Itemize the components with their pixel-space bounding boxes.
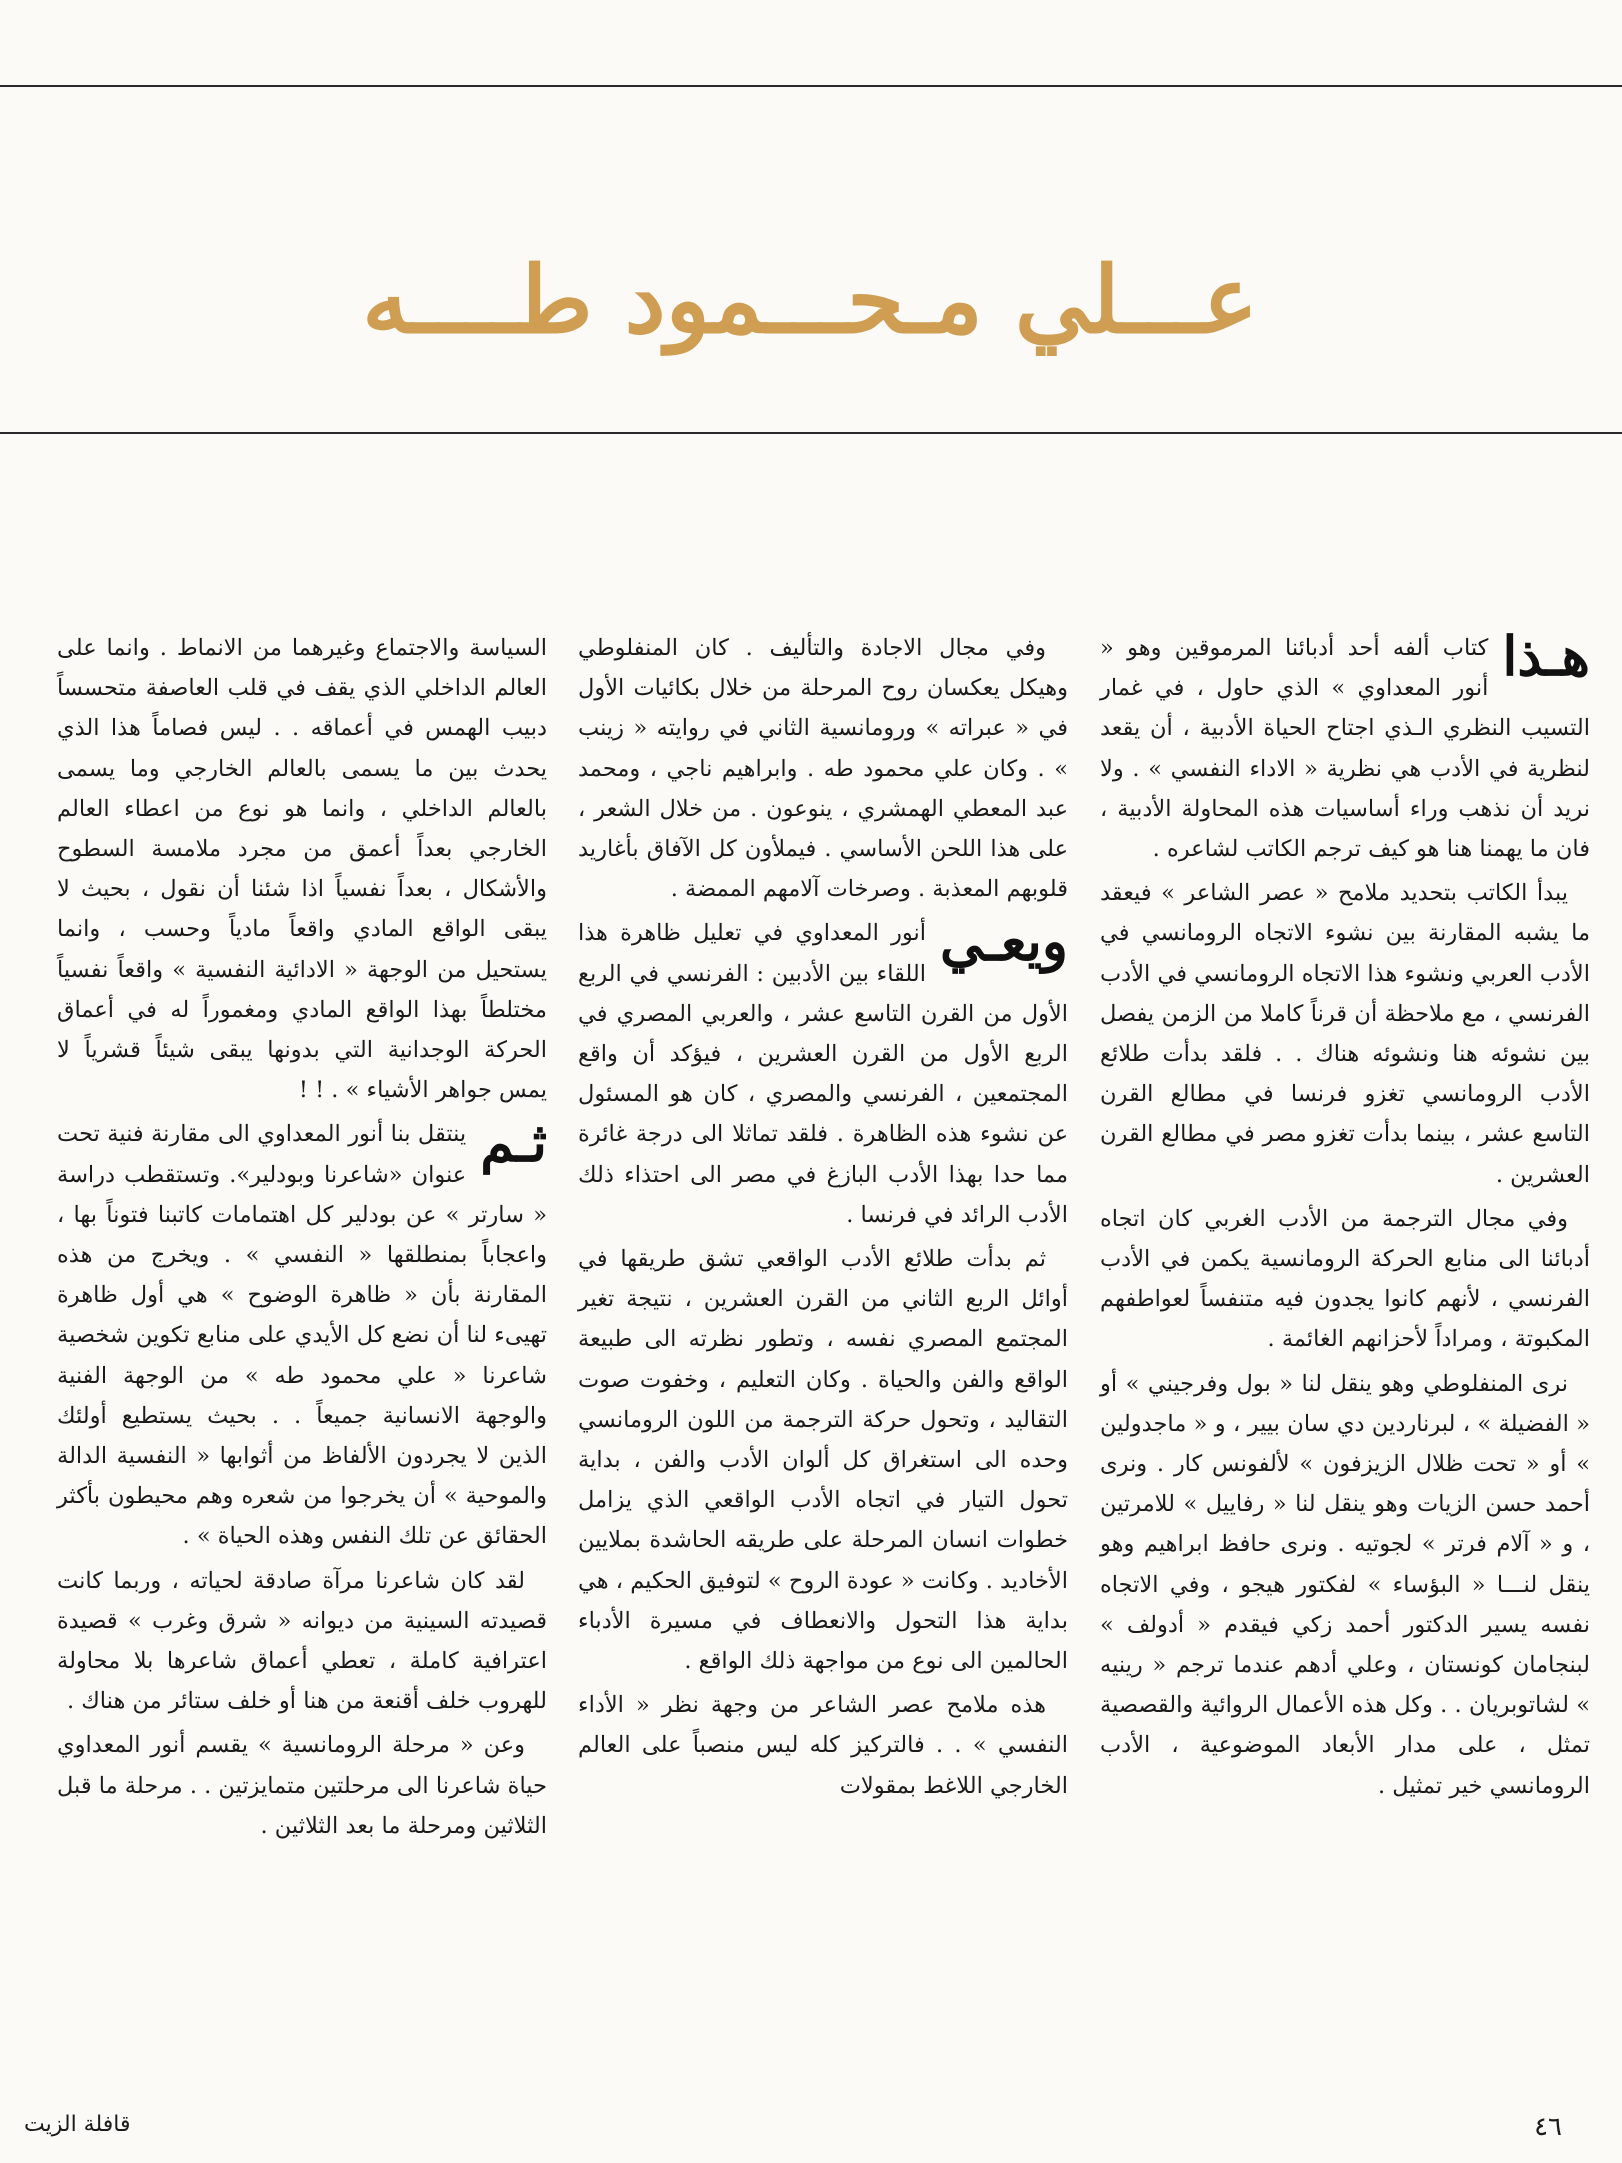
paragraph-text: ثم بدأت طلائع الأدب الواقعي تشق طريقها في أوائل الربع الثاني من القرن العشرين ، نتيجة تغير المجتمع المصري نفسه ، وتطور نظرته الى طبيعة الواقع والفن والحياة . وكان التعليم ، وخفوت صوت التقاليد ، وتحول حركة الترجمة من اللون الرومانسي وحده الى استغراق كل ألوان الأدب والفن ، بداية تحول التيار في اتجاه الأدب الواقعي الذي يزامل خطوات انسان المرحلة على طريقه الحاشدة بملايين الأخاديد . وكانت « عودة الروح » لتوفيق الحكيم ، هي بداية هذا التحول والانعطاف في مسيرة الأدباء الحالمين الى نوع من مواجهة ذلك الواقع .: [578, 1246, 1068, 1675]
paragraph-text: وفي مجال الاجادة والتأليف . كان المنفلوطي وهيكل يعكسان روح المرحلة من خلال بكائيات الأول في « عبراته » ورومانسية الثاني في روايته « زينب » . وكان علي محمود طه . وابراهيم ناجي ، ومحمد عبد المعطي الهمشري ، ينوعون . من خلال الشعر ، على هذا اللحن الأساسي . فيملأون كل الآفاق بأغاريد قلوبهم المعذبة . وصرخات آلامهم الممضة .: [578, 635, 1068, 903]
page-number: ٤٦: [1534, 2112, 1562, 2142]
column-middle: [578, 628, 1068, 2048]
paragraph-text: هذه ملامح عصر الشاعر من وجهة نظر « الأداء النفسي » . . فالتركيز كله ليس منصباً على العالم الخارجي اللاغط بمقولات: [578, 1692, 1068, 1799]
paragraph: [1100, 1199, 1590, 1360]
paragraph-text: يبدأ الكاتب بتحديد ملامح « عصر الشاعر » فيعقد ما يشبه المقارنة بين نشوء الاتجاه الرومانسي في الأدب العربي ونشوء هذا الاتجاه الرومانسي في الأدب الفرنسي ، مع ملاحظة أن قرناً كاملا من الزمن يفصل بين نشوئه هنا ونشوئه هناك . . فلقد بدأت طلائع الأدب الرومانسي تغزو فرنسا في مطالع القرن التاسع عشر ، بينما بدأت تغزو مصر في مطالع القرن العشرين .: [1100, 880, 1590, 1188]
paragraph-text: كتاب ألفه أحد أدبائنا المرموقين وهو « أنور المعداوي » الذي حاول ، في غمار التسيب النظري الـذي اجتاح الحياة الأدبية ، أن يقعد لنظرية في الأدب هي نظرية « الاداء النفسي » . ولا نريد أن نذهب وراء أساسيات هذه المحاولة الأدبية ، فان ما يهمنا هنا هو كيف ترجم الكاتب لشاعره .: [1100, 635, 1590, 863]
paragraph: [1100, 873, 1590, 1195]
title-bottom-rule: [0, 432, 1622, 434]
paragraph-text: أنور المعداوي في تعليل ظاهرة هذا اللقاء بين الأدبين : الفرنسي في الربع الأول من القرن التاسع عشر ، والعربي المصري في الربع الأول من القرن العشرين ، فيؤكد أن واقع المجتمعين ، الفرنسي والمصري ، كان هو المسئول عن نشوء هذه الظاهرة . فلقد تماثلا الى درجة غائرة مما حدا بهذا الأدب البازغ في مصر الى احتذاء ذلك الأدب الرائد في فرنسا .: [578, 920, 1068, 1228]
column-right: [1100, 624, 1590, 2048]
paragraph: [1100, 624, 1590, 869]
article-title: عـــلي مـحـــمود طــــه: [362, 246, 1258, 354]
paragraph: [57, 1110, 547, 1556]
paragraph: [57, 1561, 547, 1722]
paragraph-text: وفي مجال الترجمة من الأدب الغربي كان اتجاه أدبائنا الى منابع الحركة الرومانسية يكمن في الأدب الفرنسي ، لأنهم كانوا يجدون فيه متنفساً لعواطفهم المكبوتة ، ومراداً لأحزانهم الغائمة .: [1100, 1205, 1590, 1353]
paragraph: [578, 909, 1068, 1235]
paragraph-text: ينتقل بنا أنور المعداوي الى مقارنة فنية تحت عنوان «شاعرنا وبودلير». وتستقطب دراسة « سارتر » عن بودلير كل اهتمامات كاتبنا فتوناً بها ، واعجاباً بمنطلقها « النفسي » . ويخرج من هذه المقارنة بأن « ظاهرة الوضوح » هي أول ظاهرة تهيىء لنا أن نضع كل الأيدي على منابع تكوين شخصية شاعرنا « علي محمود طه » من الوجهة الفنية والوجهة الانسانية جميعاً . . بحيث يستطيع أولئك الذين لا يجردون الألفاظ من أثوابها « النفسية الدالة والموحية » أن يخرجوا من شعره وهم محيطون بأكثر الحقائق عن تلك النفس وهذه الحياة » .: [57, 1121, 547, 1550]
paragraph-text: السياسة والاجتماع وغيرهما من الانماط . وانما على العالم الداخلي الذي يقف في قلب العاصفة متحسساً دبيب الهمس في أعماقه . . ليس فصاماً هذا الذي يحدث بين ما يسمى بالعالم الخارجي وما يسمى بالعالم الداخلي ، وانما هو نوع من اعطاء العالم الخارجي بعداً أعمق من مجرد ملامسة السطوح والأشكال ، بعداً نفسياً اذا شئنا أن نقول ، بحيث لا يبقى الواقع المادي واقعاً مادياً وحسب ، وانما يستحيل من الوجهة « الادائية النفسية » واقعاً نفسياً مختلطاً بهذا الواقع المادي ومغموراً له في أعماق الحركة الوجدانية التي بدونها يبقى شيئاً قشرياً لا يمس جواهر الأشياء » . ! !: [57, 635, 547, 1104]
paragraph: [578, 1685, 1068, 1806]
paragraph: [578, 628, 1068, 909]
paragraph: [578, 1239, 1068, 1681]
paragraph-text: لقد كان شاعرنا مرآة صادقة لحياته ، وربما كانت قصيدته السينية من ديوانه « شرق وغرب » قصيدة اعترافية كاملة ، تعطي أعماق شاعرها بلا محاولة للهروب خلف أقنعة من هنا أو خلف ستائر من هناك .: [57, 1567, 547, 1715]
paragraph-text: نرى المنفلوطي وهو ينقل لنا « بول وفرجيني » أو « الفضيلة » ، لبرناردين دي سان بيير ، و « ماجدولين » أو « تحت ظلال الزيزفون » لألفونس كار . ونرى أحمد حسن الزيات وهو ينقل لنا « رفاييل » للامرتين ، و « آلام فرتر » لجوتيه . ونرى حافظ ابراهيم وهو ينقل لنـــا « البؤساء » لفكتور هيجو ، وفي الاتجاه نفسه يسير الدكتور أحمد زكي فيقدم « أدولف » لبنجامان كونستان ، وعلي أدهم عندما ترجم « رينيه » لشاتوبريان . . وكل هذه الأعمال الروائية والقصصية تمثل ، على مدار الأبعاد الموضوعية ، الأدب الرومانسي خير تمثيل .: [1100, 1370, 1590, 1799]
paragraph-text: وعن « مرحلة الرومانسية » يقسم أنور المعداوي حياة شاعرنا الى مرحلتين متمايزتين . . مرحلة ما قبل الثلاثين ومرحلة ما بعد الثلاثين .: [56, 1732, 547, 1839]
top-rule: [0, 85, 1622, 87]
drop-word: ويعـي: [940, 909, 1068, 974]
column-left: [57, 628, 547, 2048]
drop-word: هـذا: [1502, 624, 1590, 688]
magazine-name: قافلة الزيت: [24, 2112, 131, 2137]
paragraph: [57, 1725, 547, 1846]
drop-word: ثـم: [480, 1110, 547, 1175]
paragraph: [57, 628, 547, 1110]
paragraph: [1100, 1364, 1590, 1806]
